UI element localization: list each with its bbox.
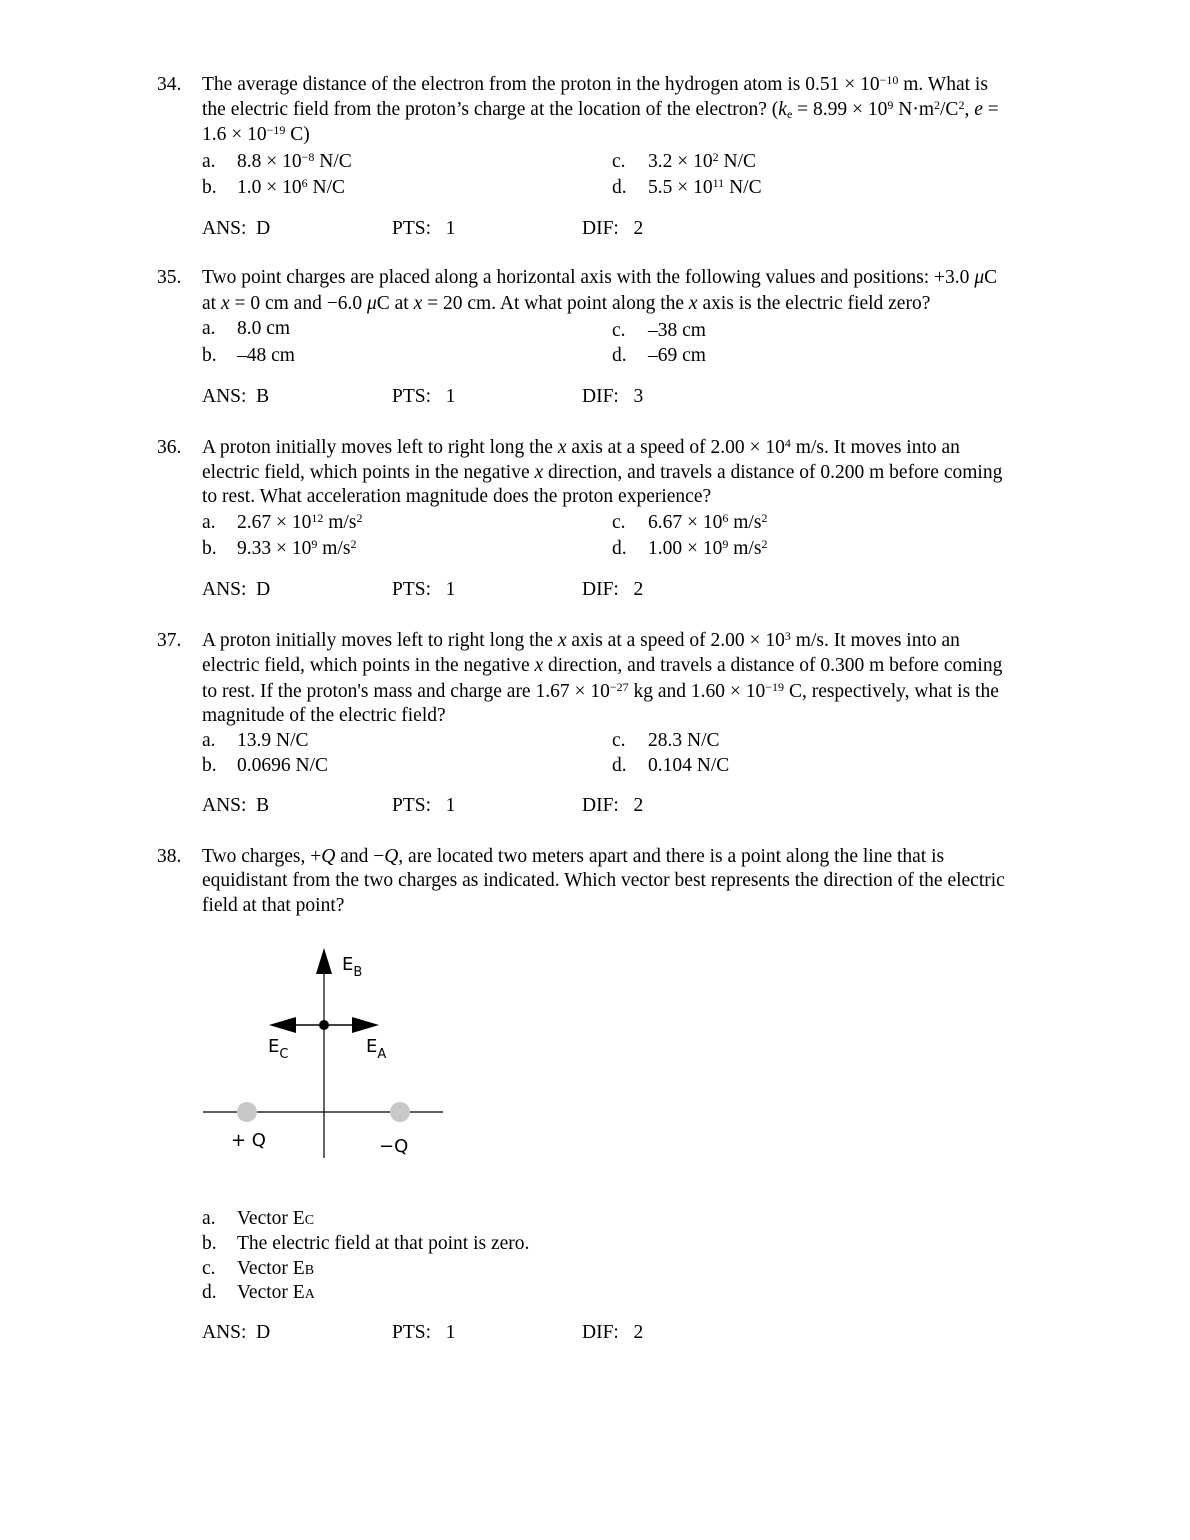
- text-segment: −19: [266, 123, 286, 137]
- text-segment: 6.67 × 10: [648, 512, 723, 533]
- choice-label: d.: [612, 177, 627, 198]
- choice-text: [648, 320, 706, 342]
- text-segment: x: [413, 293, 423, 314]
- text-segment: 2: [934, 98, 941, 112]
- text-segment: to rest. What acceleration magnitude does the proton experience?: [202, 486, 712, 507]
- choice-text: [237, 345, 295, 367]
- text-segment: kg and 1.60 × 10: [628, 681, 766, 702]
- text-segment: 2.67 × 10: [237, 512, 312, 533]
- choice-label: d.: [202, 1282, 217, 1303]
- points-field: PTS: 1: [392, 1322, 456, 1343]
- text-segment: e: [974, 99, 983, 120]
- text-segment: C: [304, 1213, 315, 1228]
- choice-text: [237, 1208, 314, 1232]
- label-eb: $E_B$: [342, 954, 363, 980]
- negative-charge: [390, 1102, 410, 1122]
- text-segment: 5.5 × 10: [648, 177, 713, 198]
- text-segment: A: [304, 1287, 315, 1302]
- question-text-line: [202, 681, 999, 703]
- choice-text: [648, 730, 720, 752]
- text-segment: A proton initially moves left to right long the: [202, 437, 558, 458]
- choice-text: [648, 538, 767, 560]
- label-plus-q: + Q: [231, 1130, 266, 1151]
- text-segment: −10: [879, 73, 899, 87]
- choice-label: b.: [202, 177, 217, 198]
- choice-label: c.: [612, 151, 626, 172]
- choice-text: [237, 512, 362, 534]
- question-text-line: [202, 655, 1002, 677]
- text-segment: N/C: [307, 177, 346, 198]
- text-segment: 9: [722, 537, 729, 551]
- choice-label: b.: [202, 755, 217, 776]
- choice-text: [237, 177, 345, 199]
- choice-text: [237, 318, 290, 340]
- text-segment: 13.9 N/C: [237, 730, 309, 751]
- text-segment: m/s. It moves into an: [790, 437, 960, 458]
- text-segment: field at that point?: [202, 895, 345, 916]
- question-number: 36.: [157, 437, 182, 458]
- answer-field: ANS: B: [202, 795, 270, 816]
- vector-eb-arrow: [316, 948, 332, 974]
- answer-field: ANS: D: [202, 579, 271, 600]
- question-text-line: [202, 846, 944, 868]
- text-segment: = 8.99 × 10: [792, 99, 888, 120]
- text-segment: Vector E: [237, 1208, 305, 1229]
- text-segment: = 20 cm. At what point along the: [422, 293, 689, 314]
- text-segment: to rest. If the proton's mass and charge are 1.67 × 10: [202, 681, 610, 702]
- text-segment: ,: [964, 99, 975, 120]
- text-segment: =: [982, 99, 999, 120]
- text-segment: 28.3 N/C: [648, 730, 720, 751]
- difficulty-field: DIF: 3: [582, 386, 644, 407]
- choice-label: a.: [202, 318, 216, 339]
- text-segment: = 0 cm and −6.0: [229, 293, 367, 314]
- text-segment: 1.6 × 10: [202, 124, 267, 145]
- choice-text: [237, 1282, 315, 1306]
- text-segment: 3: [784, 629, 791, 643]
- text-segment: magnitude of the electric field?: [202, 705, 446, 726]
- text-segment: m/s: [728, 512, 762, 533]
- text-segment: μ: [974, 267, 985, 288]
- difficulty-field: DIF: 2: [582, 579, 644, 600]
- question-text-line: [202, 870, 1005, 892]
- text-segment: μ: [366, 293, 377, 314]
- choice-label: c.: [612, 730, 626, 751]
- question-text-line: [202, 124, 310, 146]
- text-segment: electric field, which points in the negative: [202, 655, 535, 676]
- text-segment: x: [534, 655, 544, 676]
- text-segment: , are located two meters apart and there is a point along the line that is: [398, 846, 945, 867]
- text-segment: N/C: [718, 151, 757, 172]
- text-segment: −19: [765, 680, 785, 694]
- text-segment: x: [220, 293, 230, 314]
- choice-text: [648, 345, 706, 367]
- choice-label: c.: [202, 1258, 216, 1279]
- points-field: PTS: 1: [392, 386, 456, 407]
- text-segment: direction, and travels a distance of 0.300 m before coming: [543, 655, 1003, 676]
- choice-text: [237, 1258, 314, 1282]
- answer-field: ANS: B: [202, 386, 270, 407]
- text-segment: m. What is: [898, 74, 988, 95]
- text-segment: Two charges, +: [202, 846, 322, 867]
- text-segment: 8.8 × 10: [237, 151, 302, 172]
- charges-field-diagram: [195, 940, 455, 1170]
- choice-label: b.: [202, 345, 217, 366]
- text-segment: C, respectively, what is the: [784, 681, 999, 702]
- text-segment: –48 cm: [237, 345, 295, 366]
- question-number: 34.: [157, 74, 182, 95]
- text-segment: C): [285, 124, 310, 145]
- choice-label: b.: [202, 538, 217, 559]
- text-segment: direction, and travels a distance of 0.200 m before coming: [543, 462, 1003, 483]
- text-segment: /C: [940, 99, 959, 120]
- choice-text: [648, 151, 756, 173]
- text-segment: k: [778, 99, 787, 120]
- choice-label: b.: [202, 1233, 217, 1254]
- text-segment: 6: [722, 511, 729, 525]
- choice-text: [237, 755, 328, 777]
- choice-text: [648, 512, 767, 534]
- choice-label: a.: [202, 512, 216, 533]
- text-segment: –69 cm: [648, 345, 706, 366]
- text-segment: m/s: [317, 538, 351, 559]
- choice-label: a.: [202, 151, 216, 172]
- text-segment: 2: [761, 537, 768, 551]
- difficulty-field: DIF: 2: [582, 1322, 644, 1343]
- choice-text: [648, 177, 762, 199]
- answer-field: ANS: D: [202, 1322, 271, 1343]
- choice-label: a.: [202, 730, 216, 751]
- question-number: 37.: [157, 630, 182, 651]
- question-text-line: [202, 486, 711, 508]
- question-text-line: [202, 705, 446, 727]
- text-segment: e: [786, 107, 793, 121]
- text-segment: Q: [384, 846, 399, 867]
- text-segment: m/s: [728, 538, 762, 559]
- text-segment: m/s. It moves into an: [790, 630, 960, 651]
- text-segment: 6: [301, 176, 308, 190]
- label-ea: $E_A$: [366, 1036, 387, 1062]
- text-segment: 0.104 N/C: [648, 755, 730, 776]
- text-segment: and −: [335, 846, 385, 867]
- question-text-line: [202, 437, 960, 459]
- text-segment: x: [688, 293, 698, 314]
- text-segment: 2: [958, 98, 965, 112]
- choice-text: [237, 538, 356, 560]
- text-segment: –38 cm: [648, 320, 706, 341]
- text-segment: 1.00 × 10: [648, 538, 723, 559]
- text-segment: 2: [356, 511, 363, 525]
- choice-label: c.: [612, 512, 626, 533]
- text-segment: The average distance of the electron from the proton in the hydrogen atom is 0.51 × 10: [202, 74, 880, 95]
- choice-text: [237, 1233, 529, 1255]
- text-segment: 3.2 × 10: [648, 151, 713, 172]
- choice-label: a.: [202, 1208, 216, 1229]
- text-segment: 1.0 × 10: [237, 177, 302, 198]
- difficulty-field: DIF: 2: [582, 218, 644, 239]
- question-number: 38.: [157, 846, 182, 867]
- text-segment: The electric field at that point is zero.: [237, 1233, 530, 1254]
- question-text-line: [202, 895, 344, 917]
- text-segment: N/C: [724, 177, 762, 198]
- text-segment: m/s: [323, 512, 357, 533]
- choice-text: [648, 755, 729, 777]
- midpoint-dot: [319, 1020, 329, 1030]
- text-segment: 9: [311, 537, 318, 551]
- question-text-line: [202, 74, 988, 96]
- text-segment: equidistant from the two charges as indicated. Which vector best represents the direction of the electric: [202, 870, 1005, 891]
- question-text-line: [202, 630, 960, 652]
- question-text-line: [202, 462, 1002, 484]
- text-segment: x: [557, 437, 567, 458]
- choice-label: d.: [612, 538, 627, 559]
- text-segment: 9.33 × 10: [237, 538, 312, 559]
- text-segment: N/C: [314, 151, 352, 172]
- difficulty-field: DIF: 2: [582, 795, 644, 816]
- points-field: PTS: 1: [392, 218, 456, 239]
- text-segment: B: [304, 1263, 315, 1278]
- label-minus-q: −Q: [379, 1136, 409, 1157]
- text-segment: at: [202, 293, 221, 314]
- choice-label: d.: [612, 345, 627, 366]
- text-segment: 12: [311, 511, 324, 525]
- text-segment: x: [557, 630, 567, 651]
- text-segment: Vector E: [237, 1258, 305, 1279]
- text-segment: axis at a speed of 2.00 × 10: [566, 437, 785, 458]
- text-segment: 0.0696 N/C: [237, 755, 329, 776]
- points-field: PTS: 1: [392, 795, 456, 816]
- text-segment: A proton initially moves left to right long the: [202, 630, 558, 651]
- question-text-line: [202, 293, 930, 315]
- text-segment: 2: [761, 511, 768, 525]
- label-ec: $E_C$: [268, 1036, 289, 1062]
- choice-text: [237, 151, 352, 173]
- text-segment: N·m: [893, 99, 935, 120]
- text-segment: electric field, which points in the negative: [202, 462, 535, 483]
- choice-label: c.: [612, 320, 626, 341]
- text-segment: −27: [609, 680, 629, 694]
- vector-ec-arrow: [269, 1017, 296, 1033]
- text-segment: 8.0 cm: [237, 318, 291, 339]
- text-segment: 11: [712, 176, 725, 190]
- text-segment: 2: [350, 537, 357, 551]
- question-number: 35.: [157, 267, 182, 288]
- text-segment: Two point charges are placed along a horizontal axis with the following values and positions: +3.0: [202, 267, 975, 288]
- answer-field: ANS: D: [202, 218, 271, 239]
- vector-ea-arrow: [352, 1017, 379, 1033]
- text-segment: 2: [712, 150, 719, 164]
- text-segment: x: [534, 462, 544, 483]
- text-segment: 4: [784, 436, 791, 450]
- text-segment: the electric field from the proton’s charge at the location of the electron? (: [202, 99, 779, 120]
- choice-text: [237, 730, 309, 752]
- choice-label: d.: [612, 755, 627, 776]
- text-segment: C at: [376, 293, 414, 314]
- text-segment: C: [984, 267, 998, 288]
- text-segment: −8: [301, 150, 315, 164]
- text-segment: Vector E: [237, 1282, 305, 1303]
- question-text-line: [202, 267, 997, 289]
- points-field: PTS: 1: [392, 579, 456, 600]
- question-text-line: [202, 99, 999, 121]
- text-segment: axis is the electric field zero?: [697, 293, 931, 314]
- positive-charge: [237, 1102, 257, 1122]
- text-segment: Q: [321, 846, 336, 867]
- text-segment: 9: [887, 98, 894, 112]
- text-segment: axis at a speed of 2.00 × 10: [566, 630, 785, 651]
